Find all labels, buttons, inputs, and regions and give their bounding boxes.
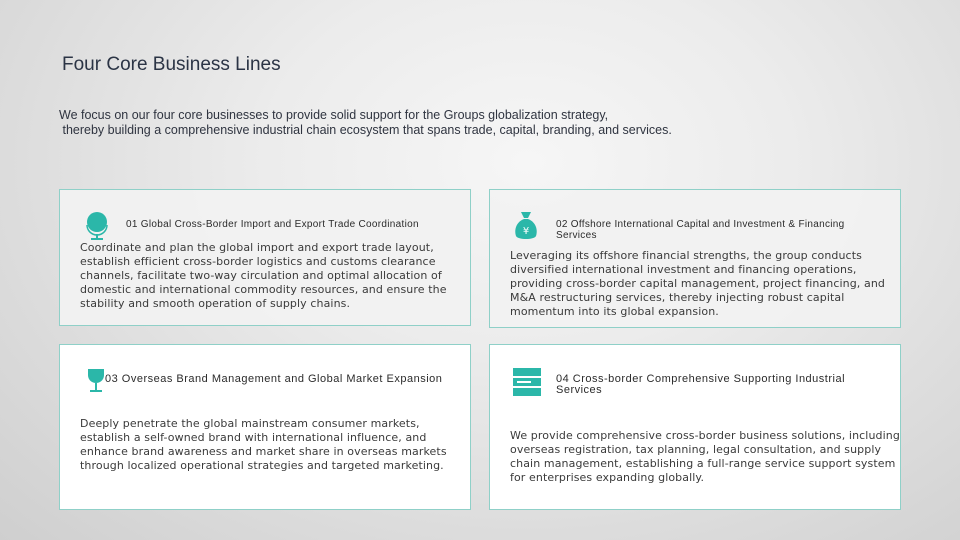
business-card-global-trade [59, 189, 471, 326]
page-title: Four Core Business Lines [62, 54, 281, 75]
signpost-icon [512, 367, 542, 397]
business-card-offshore-capital [489, 189, 901, 328]
card-title: 02 Offshore International Capital and Investment & Financing Services [556, 219, 845, 241]
business-card-supporting-services [489, 344, 901, 510]
card-title: 03 Overseas Brand Management and Global Market Expansion [105, 373, 443, 385]
card-body: We provide comprehensive cross-border business solutions, including overseas registration, tax planning, legal consultation, and supply chain management, establishing a full-range service support system for enterprises expanding globally. [510, 429, 900, 484]
card-body: Deeply penetrate the global mainstream consumer markets, establish a self-owned brand with international influence, and enhance brand awareness and market share in overseas markets through localized operational strategies and targeted marketing. [80, 417, 447, 472]
card-title: 01 Global Cross-Border Import and Export Trade Coordination [126, 219, 419, 230]
business-card-overseas-brand [59, 344, 471, 510]
subtitle-line-1: We focus on our four core businesses to provide solid support for the Groups globalization strategy, [59, 108, 609, 122]
card-body: Leveraging its offshore financial strengths, the group conducts diversified international investment and financing operations, providing cross-border capital management, project financing, and M&A restructuring services, thereby injecting robust capital momentum into its global expansion. [510, 249, 885, 318]
svg-text:¥: ¥ [522, 226, 530, 237]
card-body: Coordinate and plan the global import and export trade layout, establish efficient cross-border logistics and customs clearance channels, facilitate two-way circulation and optimal allocation of domestic and international commodity resources, and ensure the stability and smooth operation of supply chains. [80, 241, 447, 310]
money-bag-yen-icon [512, 210, 540, 242]
page-subtitle [59, 108, 819, 138]
trophy-cup-icon [87, 367, 105, 395]
subtitle-line-2: thereby building a comprehensive industrial chain ecosystem that spans trade, capital, branding, and services. [59, 123, 672, 137]
globe-icon [84, 210, 110, 242]
card-title: 04 Cross-border Comprehensive Supporting Industrial Services [556, 373, 846, 396]
